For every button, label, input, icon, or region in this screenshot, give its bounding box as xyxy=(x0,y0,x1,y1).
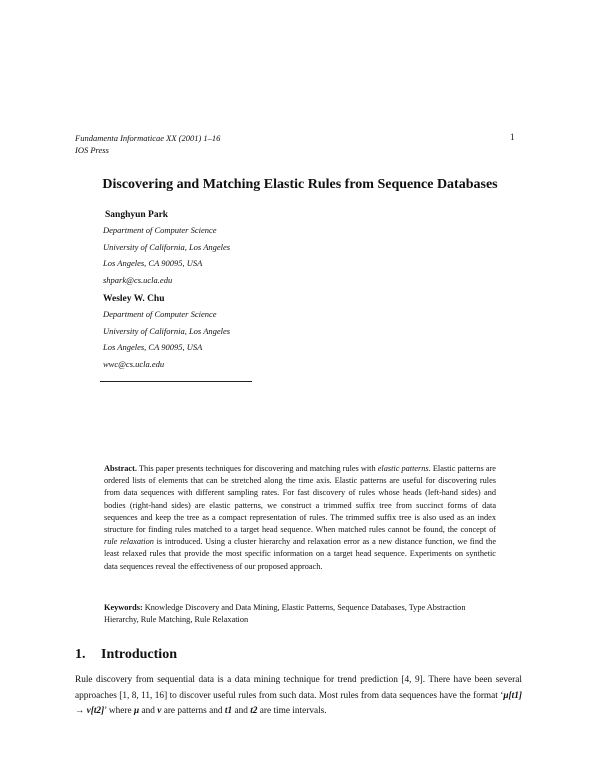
journal-header xyxy=(75,132,220,156)
affiliation-line: Department of Computer Science xyxy=(103,309,217,319)
section-number: 1. xyxy=(75,647,86,662)
intro-text: and xyxy=(234,706,248,716)
intro-text: and xyxy=(141,706,155,716)
abstract-emphasis: rule relaxation xyxy=(104,537,154,547)
author-email: wwc@cs.ucla.edu xyxy=(103,358,165,369)
author-affiliation xyxy=(103,306,230,372)
author-name: Wesley W. Chu xyxy=(103,294,165,304)
abstract-text: is introduced. Using a cluster hierarchy and relaxation error as a new distance function, we find the least relaxed rules that provide the most specific information on a target head sequence. Experiments on synthetic data sequences reveal the effectiveness of our proposed approach. xyxy=(104,537,497,571)
section-title: Introduction xyxy=(101,647,177,662)
affiliation-line: Los Angeles, CA 90095, USA xyxy=(103,342,203,352)
keywords-text: Knowledge Discovery and Data Mining, Elastic Patterns, Sequence Databases, Type Abstraction Hierarchy, Rule Matching, Rule Relaxation xyxy=(104,603,466,625)
intro-text: Rule discovery from sequential data is a data mining technique for trend prediction [4, 9]. There have been several approaches [1, 8, 11, 16] to discover useful rules from such data. Most rules from data sequences have the format ‘ xyxy=(75,675,522,701)
intro-text: ’ where xyxy=(104,706,132,716)
keywords xyxy=(104,602,496,626)
intro-formula: μ[t1] → ν[t2] xyxy=(75,690,522,716)
page-number: 1 xyxy=(510,132,515,142)
paper-title: Discovering and Matching Elastic Rules from Sequence Databases xyxy=(102,177,498,192)
author-email: shpark@cs.ucla.edu xyxy=(103,274,173,285)
affiliation-line: University of California, Los Angeles xyxy=(103,241,231,252)
intro-symbol: ν xyxy=(157,706,162,716)
author-affiliation xyxy=(103,222,230,288)
publisher: IOS Press xyxy=(75,145,109,155)
journal-name: Fundamenta Informaticae XX (2001) 1–16 xyxy=(75,133,221,143)
intro-text: are time intervals. xyxy=(259,706,327,716)
abstract-emphasis: elastic patterns xyxy=(377,464,429,473)
affiliation-line: Los Angeles, CA 90095, USA xyxy=(103,258,203,268)
keywords-label: Keywords: xyxy=(104,603,143,612)
abstract-label: Abstract. xyxy=(104,464,137,473)
intro-paragraph xyxy=(75,673,522,720)
abstract-text: This paper presents techniques for discovering and matching rules with xyxy=(138,464,376,473)
section-heading xyxy=(75,647,177,663)
intro-text: are patterns and xyxy=(163,706,223,716)
intro-symbol: t1 xyxy=(224,706,233,716)
author-name: Sanghyun Park xyxy=(105,210,169,220)
abstract xyxy=(104,463,496,573)
intro-symbol: μ xyxy=(133,706,140,716)
affiliation-line: University of California, Los Angeles xyxy=(103,325,231,336)
affiliation-line: Department of Computer Science xyxy=(103,225,217,235)
intro-symbol: t2 xyxy=(250,706,258,716)
affiliation-divider xyxy=(100,381,252,382)
abstract-text: . Elastic patterns are ordered lists of elements that can be stretched along the time axis. Elastic patterns are useful for discovering rules from data sequences with different sampling rates. For fast discovery of rules whose heads (left-hand sides) and bodies (right-hand sides) are elastic patterns, we construct a trimmed suffix tree from succinct forms of data sequences and keep the tree as a compact representation of rules. The trimmed suffix tree is also used as an index structure for finding rules matched to a target head sequence. When matched rules cannot be found, the concept of xyxy=(104,464,496,535)
